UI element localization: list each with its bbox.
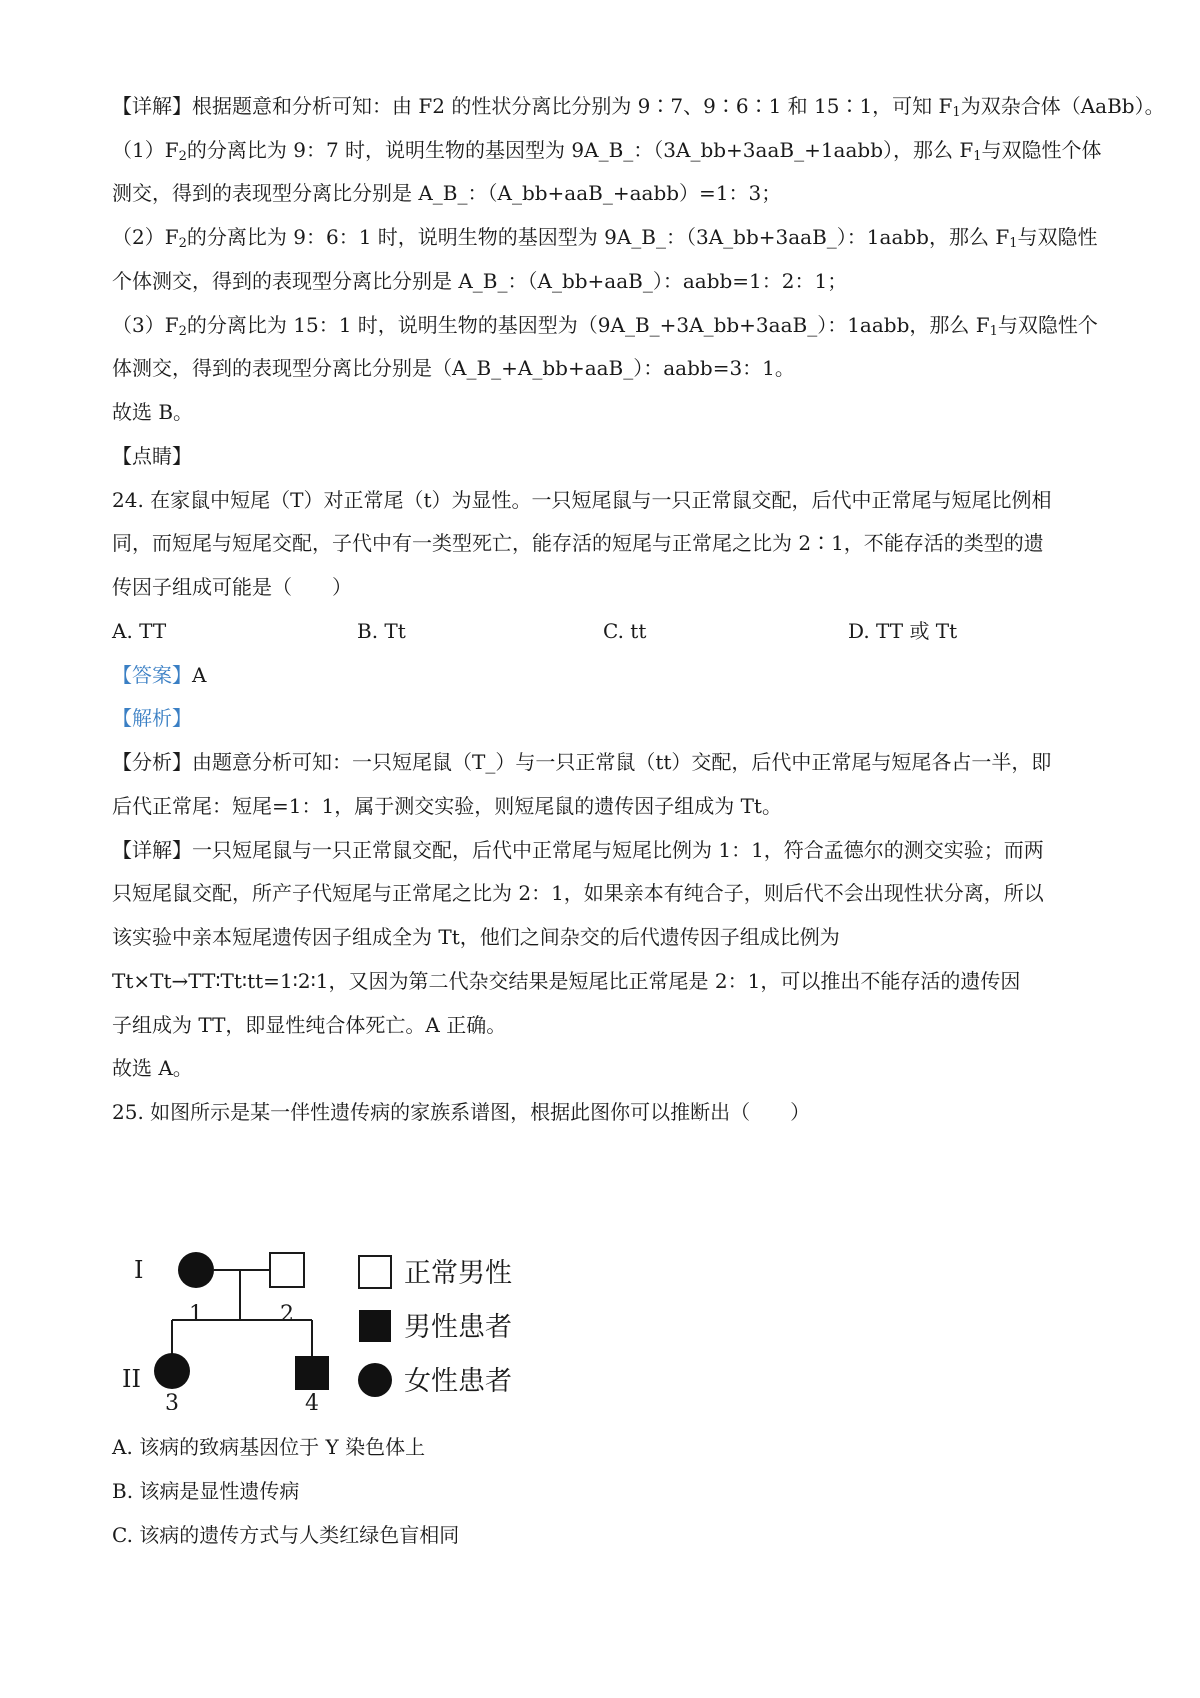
q24-option-b: B. Tt	[357, 619, 406, 643]
q25-option-a: A. 该病的致病基因位于 Y 染色体上	[112, 1435, 426, 1459]
detail-24-line-4: Tt×Tt→TT∶Tt∶tt=1∶2∶1，又因为第二代杂交结果是短尾比正常尾是 2：1，可以推出不能存活的遗传因	[112, 969, 1021, 993]
question-24-line-2: 同，而短尾与短尾交配，子代中有一类型死亡，能存活的短尾与正常尾之比为 2∶1，不能存活的类型的遗	[112, 531, 1044, 555]
detail-line-6: $(3)F_2$的分离比为 15：1 时，说明生物的基因型为（9A_B_+3A_bb+3aaB_）：1aabb，那么 $F_1$与双隐性个	[112, 313, 1098, 339]
analysis-line-2: 后代正常尾：短尾=1：1，属于测交实验，则短尾鼠的遗传因子组成为 Tt。	[112, 794, 782, 818]
legend-normal-male-label: 正常男性	[404, 1258, 512, 1289]
analysis-label: 【解析】	[112, 706, 192, 730]
choose-b: 故选 B。	[112, 400, 194, 424]
q24-option-c: C. tt	[603, 619, 647, 643]
legend-normal-male-icon	[359, 1256, 391, 1288]
choose-a: 故选 A。	[112, 1056, 193, 1080]
detail-24-line-1: 【详解】一只短尾鼠与一只正常鼠交配，后代中正常尾与短尾比例为 1：1，符合孟德尔的测交实验；而两	[112, 838, 1044, 862]
detail-24-line-5: 子组成为 TT，即显性纯合体死亡。A 正确。	[112, 1013, 507, 1037]
individual-2-normal-male	[270, 1253, 304, 1287]
q24-option-d: D. TT 或 Tt	[848, 619, 958, 643]
note-heading: 【点睛】	[112, 444, 192, 468]
legend-affected-female-label: 女性患者	[404, 1366, 512, 1397]
individual-1-affected-female	[178, 1252, 214, 1288]
detail-24-line-2: 只短尾鼠交配，所产子代短尾与正常尾之比为 2：1，如果亲本有纯合子，则后代不会出现性状分离，所以	[112, 881, 1044, 905]
pedigree-diagram	[112, 1240, 592, 1410]
legend-affected-female-icon	[358, 1363, 392, 1397]
q25-option-b: B. 该病是显性遗传病	[112, 1479, 300, 1503]
question-25: 25. 如图所示是某一伴性遗传病的家族系谱图，根据此图你可以推断出（ ）	[112, 1100, 811, 1124]
detail-line-1: 【详解】根据题意和分析可知：由 F2 的性状分离比分别为 9∶7、9∶6∶1 和 15∶1，可知 $F_1$为双杂合体（AaBb）。	[112, 94, 1165, 120]
individual-3-number: 3	[165, 1391, 179, 1410]
legend-affected-male-label: 男性患者	[404, 1312, 512, 1343]
answer-line	[112, 660, 206, 690]
generation-ii-label: II	[122, 1365, 141, 1393]
detail-line-7: 体测交，得到的表现型分离比分别是（A_B_+A_bb+aaB_）：aabb=3：1。	[112, 356, 795, 380]
legend-affected-male-icon	[359, 1310, 391, 1342]
detail-line-3: 测交，得到的表现型分离比分别是 A_B_：（A_bb+aaB_+aabb）=1：3；	[112, 181, 782, 205]
detail-24-line-3: 该实验中亲本短尾遗传因子组成全为 Tt，他们之间杂交的后代遗传因子组成比例为	[112, 925, 840, 949]
analysis-line-1: 【分析】由题意分析可知：一只短尾鼠（T_）与一只正常鼠（tt）交配，后代中正常尾与短尾各占一半，即	[112, 750, 1052, 774]
answer-value: A	[192, 663, 207, 687]
individual-4-affected-male	[295, 1356, 329, 1390]
individual-3-affected-female	[154, 1353, 190, 1389]
detail-line-4: $(2)F_2$的分离比为 9：6：1 时，说明生物的基因型为 9A_B_：（3A_bb+3aaB_）：1aabb，那么 $F_1$与双隐性	[112, 225, 1098, 251]
individual-1-number: 1	[189, 1302, 203, 1327]
question-24-line-1: 24. 在家鼠中短尾（T）对正常尾（t）为显性。一只短尾鼠与一只正常鼠交配，后代中正常尾与短尾比例相	[112, 488, 1052, 512]
detail-line-2: $(1)F_2$的分离比为 9：7 时，说明生物的基因型为 9A_B_：（3A_bb+3aaB_+1aabb），那么 $F_1$与双隐性个体	[112, 138, 1102, 164]
individual-2-number: 2	[280, 1302, 294, 1327]
answer-label: 【答案】	[112, 663, 192, 687]
generation-i-label: I	[134, 1256, 144, 1284]
question-24-line-3: 传因子组成可能是（ ）	[112, 575, 352, 599]
q24-option-a: A. TT	[112, 619, 167, 643]
q25-option-c: C. 该病的遗传方式与人类红绿色盲相同	[112, 1523, 460, 1547]
detail-line-5: 个体测交，得到的表现型分离比分别是 A_B_：（A_bb+aaB_）：aabb=1：2：1；	[112, 269, 848, 293]
individual-4-number: 4	[305, 1391, 319, 1410]
